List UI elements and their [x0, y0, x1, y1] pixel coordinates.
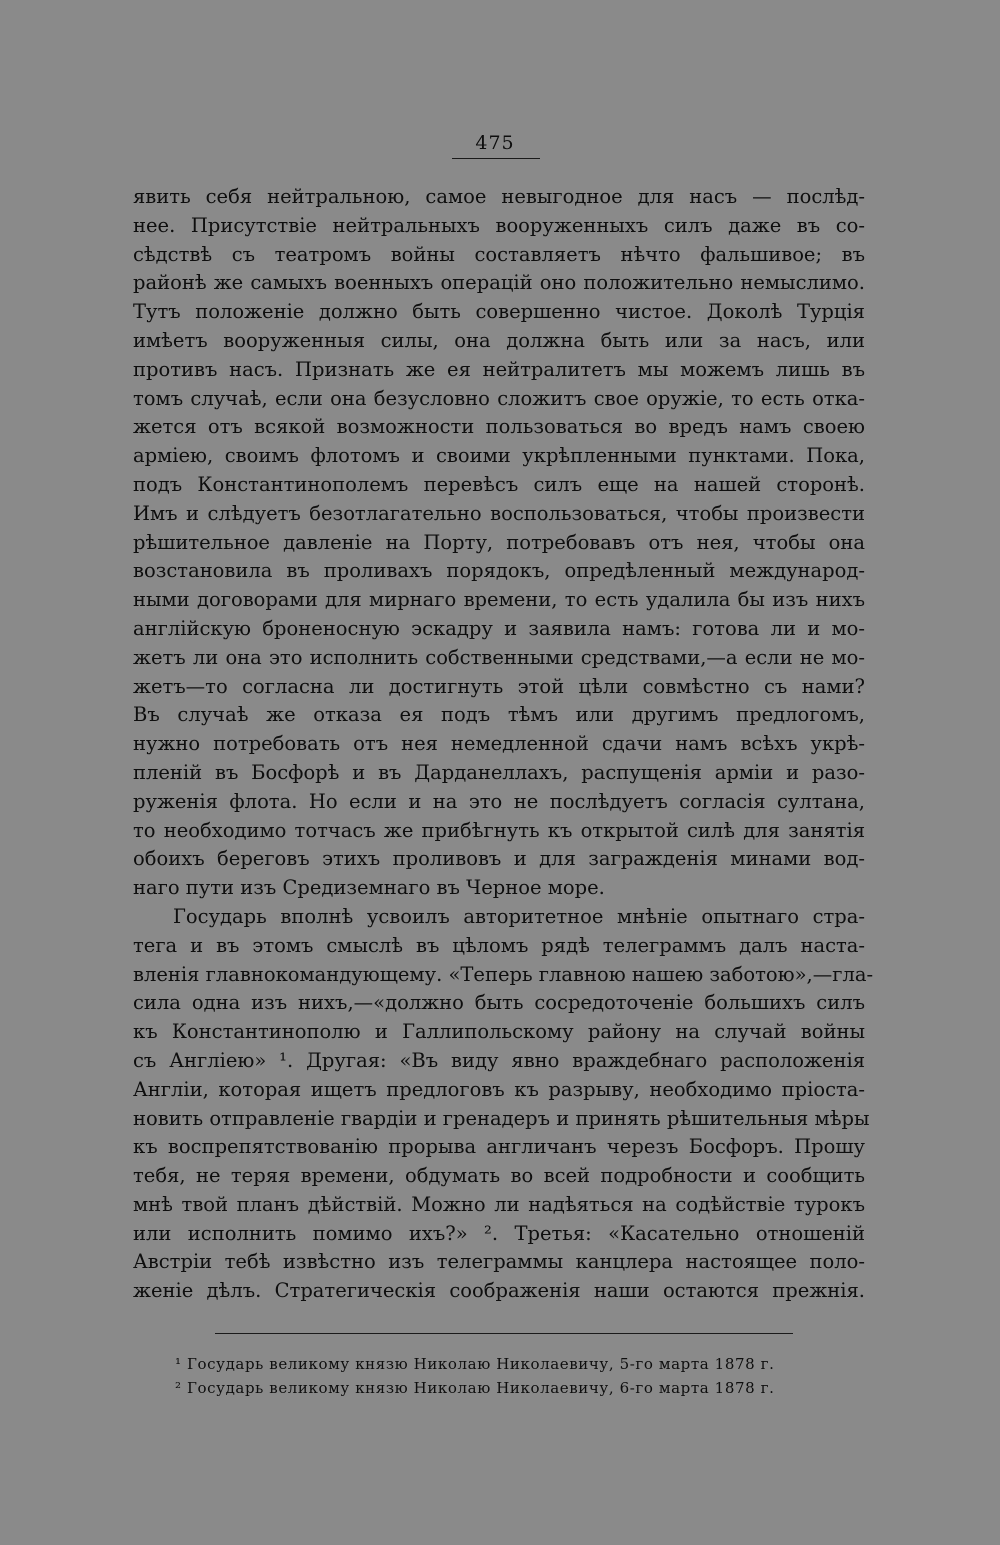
text-line: ными договорами для мирнаго времени, то есть удалила бы изъ нихъ [133, 588, 865, 612]
main-text [133, 183, 874, 1306]
text-line: рѣшительное давленіе на Порту, потребовавъ отъ нея, чтобы она [133, 530, 865, 554]
text-line: подъ Константинополемъ перевѣсъ силъ еще на нашей сторонѣ. [133, 472, 865, 496]
text-line: мнѣ твой планъ дѣйствій. Можно ли надѣяться на содѣйствіе турокъ [133, 1192, 865, 1216]
text-line: жетъ—то согласна ли достигнуть этой цѣли совмѣстно съ нами? [133, 674, 865, 698]
text-line: Англіи, которая ищетъ предлоговъ къ разрыву, необходимо пріоста- [133, 1077, 865, 1101]
text-line: противъ насъ. Признать же ея нейтралитетъ мы можемъ лишь въ [133, 357, 865, 381]
text-line: Въ случаѣ же отказа ея подъ тѣмъ или другимъ предлогомъ, [133, 703, 865, 727]
text-line: Имъ и слѣдуетъ безотлагательно воспользоваться, чтобы произвести [133, 501, 865, 525]
text-line: явить себя нейтральною, самое невыгодное для насъ — послѣд- [133, 185, 865, 208]
text-line: тега и въ этомъ смыслѣ въ цѣломъ рядѣ телеграммъ далъ наста- [133, 933, 865, 957]
text-line: пленій въ Босфорѣ и въ Дарданеллахъ, распущенія арміи и разо- [133, 760, 865, 784]
text-line: то необходимо тотчасъ же прибѣгнуть къ открытой силѣ для занятія [133, 818, 865, 842]
text-line: женіе дѣлъ. Стратегическія соображенія наши остаются прежнія. [133, 1279, 865, 1303]
text-line: къ воспрепятствованію прорыва англичанъ черезъ Босфоръ. Прошу [133, 1135, 865, 1159]
text-line: жетъ ли она это исполнить собственными средствами,—а если не мо- [133, 645, 865, 669]
text-line: сила одна изъ нихъ,—«должно быть сосредоточеніе большихъ силъ [133, 991, 865, 1015]
footnotes [175, 1352, 835, 1400]
text-line: къ Константинополю и Галлипольскому району на случай войны [133, 1020, 865, 1044]
page-number: 475 [475, 132, 515, 154]
text-line: жется отъ всякой возможности пользоваться во вредъ намъ своею [133, 415, 865, 439]
text-line: тебя, не теряя времени, обдумать во всей подробности и сообщить [133, 1164, 865, 1188]
text-line: нужно потребовать отъ нея немедленной сдачи намъ всѣхъ укрѣ- [133, 732, 865, 756]
text-line: новить отправленіе гвардіи и гренадеръ и принять рѣшительныя мѣры [133, 1106, 870, 1130]
text-line: имѣетъ вооруженныя силы, она должна быть или за насъ, или [133, 328, 865, 352]
footnote-separator [215, 1333, 793, 1334]
paragraph-start-line: Государь вполнѣ усвоилъ авторитетное мнѣніе опытнаго стра- [173, 904, 865, 928]
footnote-2: ² Государь великому князю Николаю Николаевичу, 6-го марта 1878 г. [175, 1379, 775, 1397]
text-line: наго пути изъ Средиземнаго въ Черное море. [133, 876, 605, 900]
text-line: арміею, своимъ флотомъ и своими укрѣпленными пунктами. Пока, [133, 444, 865, 468]
page-number-underline [452, 158, 540, 159]
text-line: Тутъ положеніе должно быть совершенно чистое. Доколѣ Турція [133, 300, 865, 324]
text-line: нее. Присутствіе нейтральныхъ вооруженныхъ силъ даже въ со- [133, 213, 865, 237]
text-line: районѣ же самыхъ военныхъ операцій оно положительно немыслимо. [133, 271, 865, 295]
text-line: англійскую броненосную эскадру и заявила намъ: готова ли и мо- [133, 616, 865, 640]
text-line: или исполнить помимо ихъ?» ². Третья: «Касательно отношеній [133, 1221, 865, 1245]
footnote-1: ¹ Государь великому князю Николаю Николаевичу, 5-го марта 1878 г. [175, 1355, 775, 1373]
text-line: Австріи тебѣ извѣстно изъ телеграммы канцлера настоящее поло- [133, 1250, 865, 1274]
text-line: руженія флота. Но если и на это не послѣдуетъ согласія султана, [133, 789, 865, 813]
text-line: съ Англіею» ¹. Другая: «Въ виду явно враждебнаго расположенія [133, 1048, 865, 1072]
text-line: томъ случаѣ, если она безусловно сложитъ свое оружіе, то есть отка- [133, 386, 865, 410]
text-line: вленія главнокомандующему. «Теперь главною нашею заботою»,—гла- [133, 962, 874, 986]
text-line: обоихъ береговъ этихъ проливовъ и для загражденія минами вод- [133, 847, 865, 871]
text-line: возстановила въ проливахъ порядокъ, опредѣленный международ- [133, 559, 865, 583]
text-line: сѣдствѣ съ театромъ войны составляетъ нѣчто фальшивое; въ [133, 242, 865, 266]
